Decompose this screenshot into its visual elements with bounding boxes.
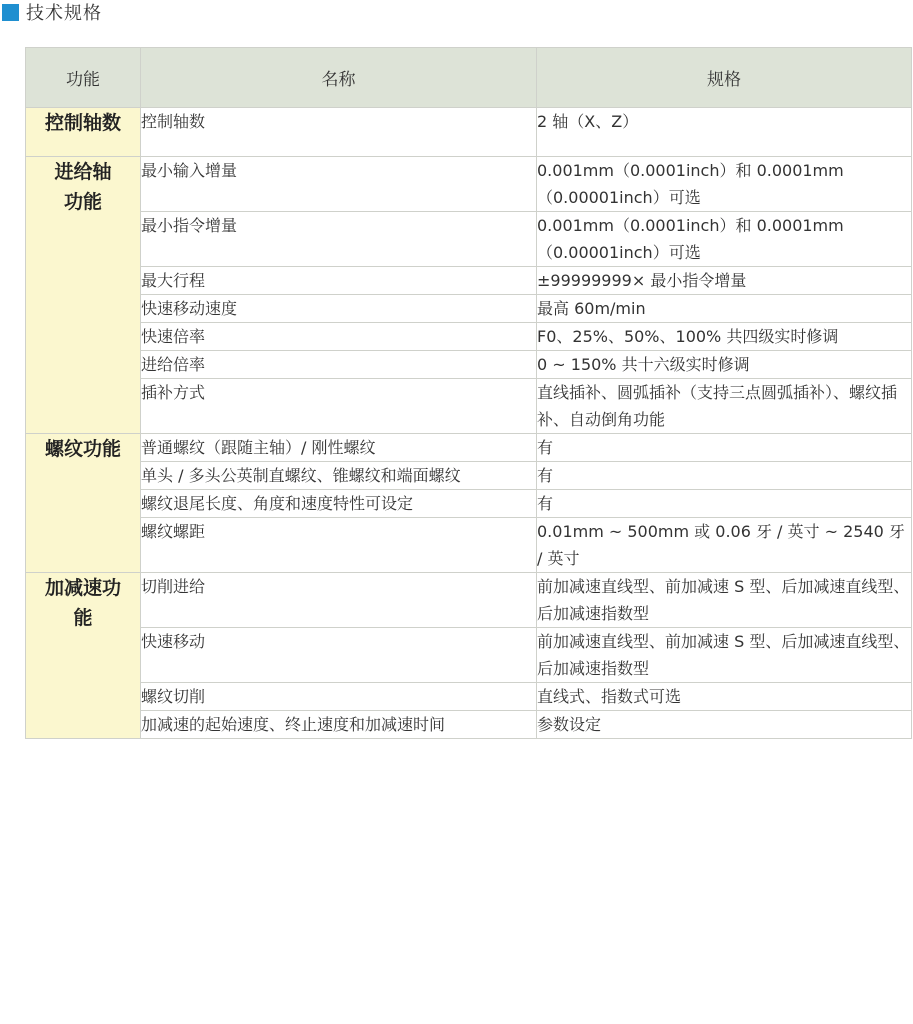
name-cell: 加减速的起始速度、终止速度和加减速时间	[141, 711, 537, 739]
table-row	[26, 490, 912, 518]
name-cell: 控制轴数	[141, 108, 537, 157]
table-row	[26, 711, 912, 739]
table-row	[26, 628, 912, 683]
spec-cell: 参数设定	[537, 711, 912, 739]
spec-cell: ±99999999× 最小指令增量	[537, 267, 912, 295]
table-row	[26, 323, 912, 351]
header-name: 名称	[141, 48, 537, 108]
spec-cell: 有	[537, 462, 912, 490]
category-cell	[26, 157, 141, 434]
category-cell: 螺纹功能	[26, 434, 141, 573]
spec-cell: 0 ~ 150% 共十六级实时修调	[537, 351, 912, 379]
table-row	[26, 212, 912, 267]
table-row	[26, 295, 912, 323]
name-cell: 最小指令增量	[141, 212, 537, 267]
table-row	[26, 683, 912, 711]
section-header	[0, 0, 102, 24]
table-row	[26, 434, 912, 462]
table-row	[26, 267, 912, 295]
category-cell: 控制轴数	[26, 108, 141, 157]
section-title: 技术规格	[26, 3, 102, 24]
spec-cell: 直线插补、圆弧插补（支持三点圆弧插补）、螺纹插补、自动倒角功能	[537, 379, 912, 434]
table-row	[26, 157, 912, 212]
category-label: 加减速功能	[44, 577, 121, 629]
table-row	[26, 462, 912, 490]
spec-cell: 有	[537, 490, 912, 518]
spec-cell: 前加减速直线型、前加减速 S 型、后加减速直线型、后加减速指数型	[537, 573, 912, 628]
spec-table	[25, 47, 912, 739]
spec-cell: 最高 60m/min	[537, 295, 912, 323]
spec-cell: 前加减速直线型、前加减速 S 型、后加减速直线型、后加减速指数型	[537, 628, 912, 683]
header-spec: 规格	[537, 48, 912, 108]
spec-cell: 0.001mm（0.0001inch）和 0.0001mm（0.00001inch）可选	[537, 212, 912, 267]
name-cell: 快速移动	[141, 628, 537, 683]
name-cell: 进给倍率	[141, 351, 537, 379]
header-function: 功能	[26, 48, 141, 108]
name-cell: 普通螺纹（跟随主轴）/ 刚性螺纹	[141, 434, 537, 462]
category-cell	[26, 573, 141, 739]
name-cell: 最大行程	[141, 267, 537, 295]
spec-cell: 0.01mm ~ 500mm 或 0.06 牙 / 英寸 ~ 2540 牙 / 英寸	[537, 518, 912, 573]
name-cell: 螺纹螺距	[141, 518, 537, 573]
spec-cell: 直线式、指数式可选	[537, 683, 912, 711]
spec-cell: 2 轴（X、Z）	[537, 108, 912, 157]
spec-cell: 有	[537, 434, 912, 462]
table-row	[26, 518, 912, 573]
table-row	[26, 379, 912, 434]
table-header-row	[26, 48, 912, 108]
name-cell: 快速倍率	[141, 323, 537, 351]
name-cell: 切削进给	[141, 573, 537, 628]
spec-cell: F0、25%、50%、100% 共四级实时修调	[537, 323, 912, 351]
table-row	[26, 108, 912, 157]
name-cell: 螺纹退尾长度、角度和速度特性可设定	[141, 490, 537, 518]
table-row	[26, 573, 912, 628]
name-cell: 最小输入增量	[141, 157, 537, 212]
name-cell: 插补方式	[141, 379, 537, 434]
table-row	[26, 351, 912, 379]
category-label: 进给轴功能	[54, 161, 112, 213]
section-marker-icon	[2, 4, 19, 21]
name-cell: 快速移动速度	[141, 295, 537, 323]
name-cell: 螺纹切削	[141, 683, 537, 711]
name-cell: 单头 / 多头公英制直螺纹、锥螺纹和端面螺纹	[141, 462, 537, 490]
spec-cell: 0.001mm（0.0001inch）和 0.0001mm（0.00001inch）可选	[537, 157, 912, 212]
